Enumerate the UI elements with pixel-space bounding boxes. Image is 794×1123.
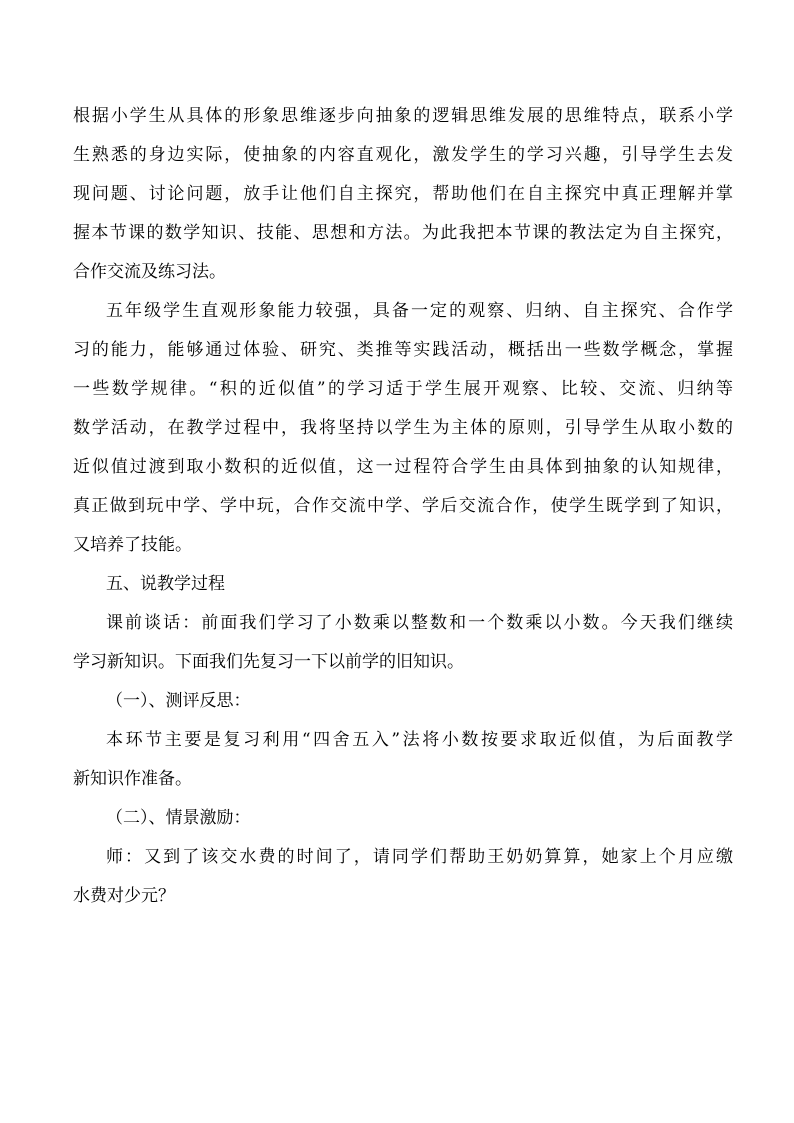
paragraph-line: 生熟悉的身边实际，使抽象的内容直观化，激发学生的学习兴趣，引导学生去发 bbox=[73, 145, 733, 165]
paragraph-line: 数学活动，在教学过程中，我将坚持以学生为主体的原则，引导学生从取小数的 bbox=[73, 418, 733, 438]
paragraph-line: 师：又到了该交水费的时间了，请同学们帮助王奶奶算算，她家上个月应缴 bbox=[106, 847, 733, 867]
subsection-heading: （二）、情景激励： bbox=[106, 808, 251, 828]
paragraph-line: 一些数学规律。“积的近似值”的学习适于学生展开观察、比较、交流、归纳等 bbox=[73, 379, 733, 399]
paragraph-line: 新知识作准备。 bbox=[73, 769, 192, 789]
paragraph-line: 握本节课的数学知识、技能、思想和方法。为此我把本节课的教法定为自主探究， bbox=[73, 223, 733, 243]
section-heading: 五、说教学过程 bbox=[106, 574, 225, 594]
paragraph-line: 学习新知识。下面我们先复习一下以前学的旧知识。 bbox=[73, 652, 464, 672]
paragraph-line: 又培养了技能。 bbox=[73, 535, 192, 555]
paragraph-line: 近似值过渡到取小数积的近似值，这一过程符合学生由具体到抽象的认知规律， bbox=[73, 457, 733, 477]
paragraph-line: 本环节主要是复习利用“四舍五入”法将小数按要求取近似值，为后面教学 bbox=[106, 730, 733, 750]
paragraph-line: 合作交流及练习法。 bbox=[73, 262, 226, 282]
paragraph-line: 课前谈话：前面我们学习了小数乘以整数和一个数乘以小数。今天我们继续 bbox=[106, 613, 733, 633]
paragraph-line: 习的能力，能够通过体验、研究、类推等实践活动，概括出一些数学概念，掌握 bbox=[73, 340, 733, 360]
paragraph-line: 根据小学生从具体的形象思维逐步向抽象的逻辑思维发展的思维特点，联系小学 bbox=[73, 106, 733, 126]
paragraph-line: 真正做到玩中学、学中玩，合作交流中学、学后交流合作，使学生既学到了知识， bbox=[73, 496, 733, 516]
paragraph-line: 五年级学生直观形象能力较强，具备一定的观察、归纳、自主探究、合作学 bbox=[106, 301, 733, 321]
subsection-heading: （一）、测评反思： bbox=[106, 691, 251, 711]
paragraph-line: 现问题、讨论问题，放手让他们自主探究，帮助他们在自主探究中真正理解并掌 bbox=[73, 184, 733, 204]
paragraph-line: 水费对少元？ bbox=[73, 886, 175, 906]
